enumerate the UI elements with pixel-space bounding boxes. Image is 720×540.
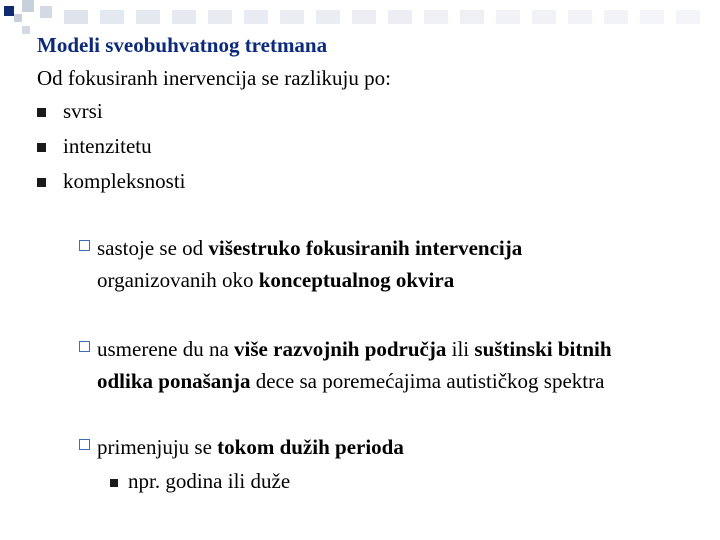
plain-text: primenjuju se: [97, 435, 218, 459]
bold-text: odlika ponašanja: [97, 369, 251, 393]
sub-bullet-item: [79, 232, 699, 296]
plain-text: sastoje se od: [97, 236, 209, 260]
bold-text: suštinski bitnih: [474, 337, 612, 361]
plain-text: organizovanih oko: [97, 268, 259, 292]
square-bullet-icon: [37, 178, 46, 187]
sub-bullet-item: [79, 333, 699, 397]
intro-text: Od fokusiranh inervencija se razlikuju po:: [37, 66, 391, 90]
bold-text: tokom dužih perioda: [217, 435, 404, 459]
plain-text: usmerene du na: [97, 337, 235, 361]
hollow-square-bullet-icon: [79, 240, 90, 251]
bullet-text: svrsi: [63, 99, 103, 123]
sub-sub-bullet-text: npr. godina ili duže: [128, 469, 291, 493]
plain-text: ili: [446, 337, 475, 361]
square-bullet-icon: [37, 108, 46, 117]
square-bullet-icon: [37, 143, 46, 152]
plain-text: dece sa poremećajima autističkog spektra: [250, 369, 605, 393]
sub-bullet-line: [97, 264, 454, 296]
slide-title: Modeli sveobuhvatnog tretmana: [37, 33, 328, 57]
sub-bullet-item: [79, 431, 699, 463]
bullet-text: kompleksnosti: [63, 169, 186, 193]
sub-bullet-line: [97, 232, 522, 264]
bold-text: konceptualnog okvira: [258, 268, 455, 292]
bold-text: više razvojnih područja: [234, 337, 447, 361]
bullet-text: intenzitetu: [63, 134, 152, 158]
bold-text: višestruko fokusiranih intervencija: [208, 236, 523, 260]
hollow-square-bullet-icon: [79, 341, 90, 352]
square-bullet-icon: [110, 479, 118, 487]
hollow-square-bullet-icon: [79, 439, 90, 450]
sub-bullet-line: [97, 333, 612, 365]
sub-bullet-line: [97, 431, 404, 463]
sub-bullet-line: [97, 365, 604, 397]
